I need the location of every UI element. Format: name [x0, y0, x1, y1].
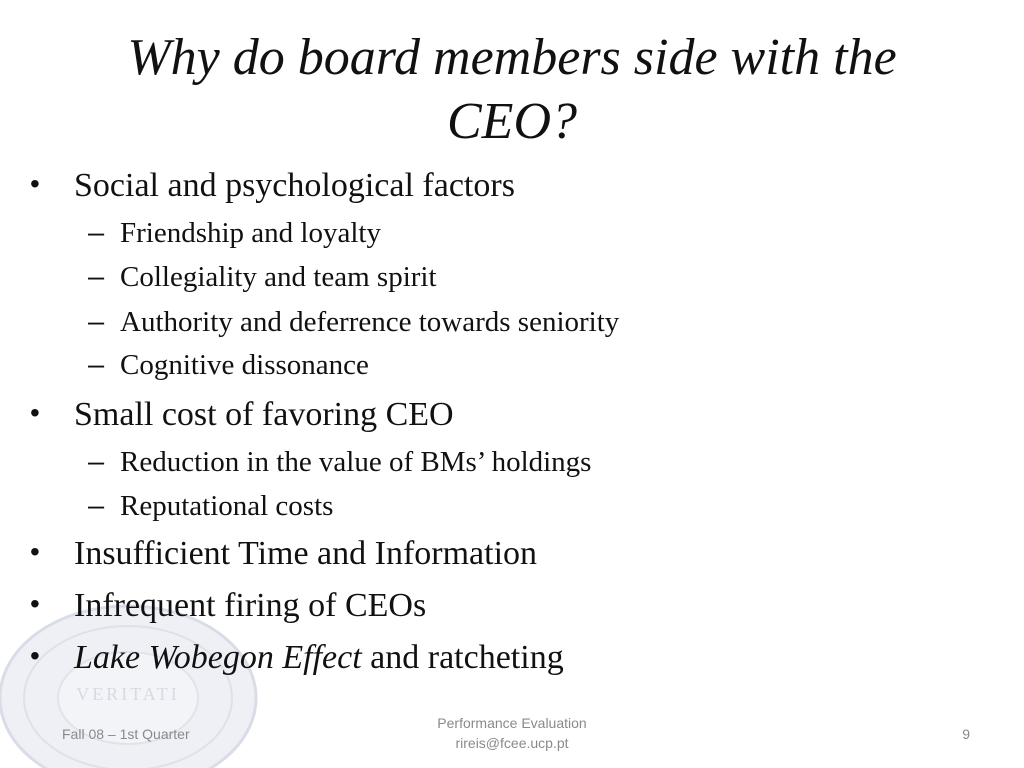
footer-date: Fall 08 – 1st Quarter [62, 726, 190, 742]
sub-bullet-item [88, 445, 591, 479]
bullet-text: Infrequent firing of CEOs [74, 587, 427, 624]
bullet-marker: • [30, 397, 40, 428]
bullet-marker: • [30, 168, 40, 199]
dash-marker: – [88, 446, 105, 478]
bullet-text: Social and psychological factors [74, 167, 515, 204]
bullet-text: and ratcheting [361, 639, 564, 676]
sub-bullet-text: Friendship and loyalty [120, 217, 381, 249]
seal-text: VERITATI [76, 684, 180, 704]
bullet-marker: • [30, 536, 40, 567]
footer-course-title: Performance Evaluation [437, 715, 587, 731]
bullet-item [30, 534, 537, 575]
title-line-1: Why do board members side with the [127, 29, 897, 86]
sub-bullet-text: Collegiality and team spirit [120, 261, 437, 293]
sub-bullet-item [88, 305, 619, 339]
dash-marker: – [88, 349, 105, 381]
sub-bullet-item [88, 348, 369, 382]
bullet-text: Insufficient Time and Information [74, 535, 538, 572]
bullet-marker: • [30, 588, 40, 619]
footer-email: rireis@fcee.ucp.pt [455, 735, 569, 751]
bullet-text: Small cost of favoring CEO [74, 396, 454, 433]
sub-bullet-item [88, 216, 381, 250]
bullet-marker: • [30, 640, 40, 671]
title-line-2: CEO? [447, 93, 577, 150]
sub-bullet-text: Cognitive dissonance [120, 349, 369, 381]
dash-marker: – [88, 217, 105, 249]
dash-marker: – [88, 490, 105, 522]
bullet-item [30, 166, 515, 207]
bullet-item [30, 395, 454, 436]
dash-marker: – [88, 306, 105, 338]
sub-bullet-item [88, 260, 437, 294]
sub-bullet-item [88, 489, 333, 523]
slide-title [60, 26, 964, 154]
slide-number: 9 [962, 726, 970, 742]
bullet-text-italic: Lake Wobegon Effect [74, 639, 362, 676]
dash-marker: – [88, 261, 105, 293]
sub-bullet-text: Reduction in the value of BMs’ holdings [120, 446, 592, 478]
footer-center [380, 713, 644, 753]
sub-bullet-text: Authority and deferrence towards seniority [120, 306, 620, 338]
sub-bullet-text: Reputational costs [120, 490, 334, 522]
bullet-item [30, 586, 426, 627]
bullet-item [30, 638, 564, 679]
